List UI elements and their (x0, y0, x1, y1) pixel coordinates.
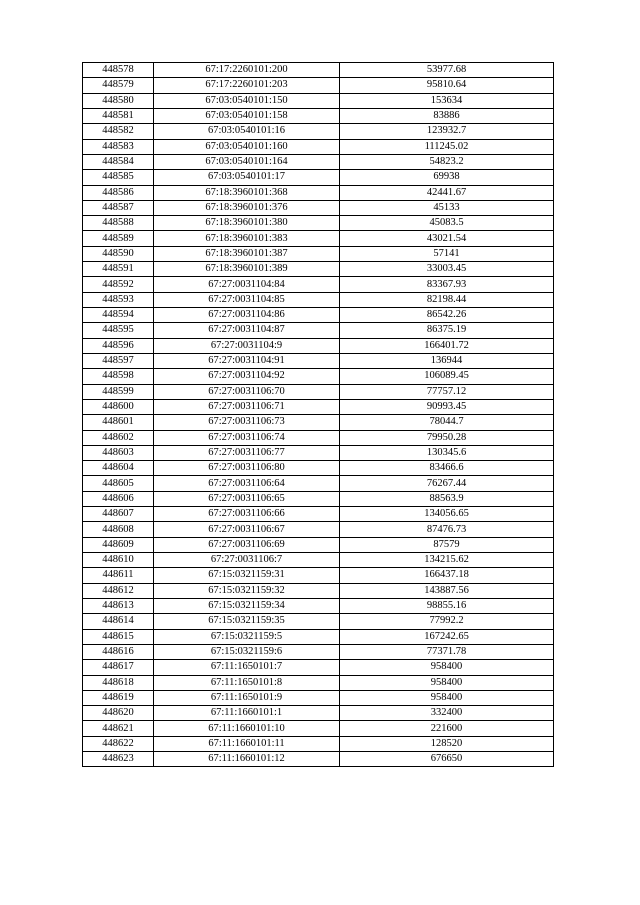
amount-cell: 77371.78 (340, 644, 554, 659)
table-row (83, 139, 554, 154)
cadastral-number-cell: 67:27:0031106:66 (154, 507, 340, 522)
cadastral-number-cell: 67:27:0031106:64 (154, 476, 340, 491)
table-row (83, 736, 554, 751)
data-table (82, 62, 554, 767)
amount-cell: 86375.19 (340, 323, 554, 338)
row-id-cell: 448580 (83, 93, 154, 108)
cadastral-number-cell: 67:27:0031104:91 (154, 353, 340, 368)
cadastral-number-cell: 67:11:1660101:1 (154, 706, 340, 721)
amount-cell: 958400 (340, 690, 554, 705)
amount-cell: 88563.9 (340, 491, 554, 506)
cadastral-number-cell: 67:18:3960101:368 (154, 185, 340, 200)
amount-cell: 86542.26 (340, 308, 554, 323)
table-row (83, 690, 554, 705)
cadastral-number-cell: 67:17:2260101:200 (154, 63, 340, 78)
amount-cell: 136944 (340, 353, 554, 368)
cadastral-number-cell: 67:17:2260101:203 (154, 78, 340, 93)
amount-cell: 90993.45 (340, 399, 554, 414)
row-id-cell: 448603 (83, 445, 154, 460)
table-row (83, 752, 554, 767)
table-row (83, 124, 554, 139)
table-row (83, 369, 554, 384)
table-row (83, 308, 554, 323)
table-row (83, 399, 554, 414)
amount-cell: 57141 (340, 246, 554, 261)
row-id-cell: 448597 (83, 353, 154, 368)
table-row (83, 246, 554, 261)
amount-cell: 98855.16 (340, 598, 554, 613)
row-id-cell: 448583 (83, 139, 154, 154)
row-id-cell: 448592 (83, 277, 154, 292)
amount-cell: 83886 (340, 108, 554, 123)
table-row (83, 675, 554, 690)
cadastral-number-cell: 67:15:0321159:32 (154, 583, 340, 598)
table-row (83, 568, 554, 583)
cadastral-number-cell: 67:27:0031106:7 (154, 553, 340, 568)
cadastral-number-cell: 67:18:3960101:387 (154, 246, 340, 261)
row-id-cell: 448613 (83, 598, 154, 613)
table-row (83, 200, 554, 215)
table-row (83, 614, 554, 629)
cadastral-number-cell: 67:03:0540101:17 (154, 170, 340, 185)
amount-cell: 42441.67 (340, 185, 554, 200)
table-row (83, 216, 554, 231)
amount-cell: 33003.45 (340, 262, 554, 277)
amount-cell: 83466.6 (340, 461, 554, 476)
table-row (83, 262, 554, 277)
amount-cell: 123932.7 (340, 124, 554, 139)
row-id-cell: 448601 (83, 415, 154, 430)
amount-cell: 76267.44 (340, 476, 554, 491)
row-id-cell: 448614 (83, 614, 154, 629)
table-row (83, 491, 554, 506)
row-id-cell: 448617 (83, 660, 154, 675)
row-id-cell: 448581 (83, 108, 154, 123)
amount-cell: 69938 (340, 170, 554, 185)
amount-cell: 221600 (340, 721, 554, 736)
row-id-cell: 448598 (83, 369, 154, 384)
row-id-cell: 448596 (83, 338, 154, 353)
amount-cell: 958400 (340, 660, 554, 675)
cadastral-number-cell: 67:27:0031106:71 (154, 399, 340, 414)
cadastral-number-cell: 67:11:1660101:11 (154, 736, 340, 751)
table-row (83, 721, 554, 736)
table-row (83, 415, 554, 430)
cadastral-number-cell: 67:27:0031106:73 (154, 415, 340, 430)
amount-cell: 130345.6 (340, 445, 554, 460)
table-row (83, 644, 554, 659)
row-id-cell: 448620 (83, 706, 154, 721)
cadastral-number-cell: 67:11:1650101:9 (154, 690, 340, 705)
cadastral-number-cell: 67:27:0031104:85 (154, 292, 340, 307)
row-id-cell: 448586 (83, 185, 154, 200)
amount-cell: 78044.7 (340, 415, 554, 430)
cadastral-number-cell: 67:27:0031106:80 (154, 461, 340, 476)
table-row (83, 476, 554, 491)
table-row (83, 338, 554, 353)
amount-cell: 166401.72 (340, 338, 554, 353)
row-id-cell: 448618 (83, 675, 154, 690)
cadastral-number-cell: 67:15:0321159:34 (154, 598, 340, 613)
amount-cell: 82198.44 (340, 292, 554, 307)
cadastral-number-cell: 67:27:0031104:86 (154, 308, 340, 323)
table-row (83, 553, 554, 568)
cadastral-number-cell: 67:11:1650101:7 (154, 660, 340, 675)
amount-cell: 45083.5 (340, 216, 554, 231)
table-row (83, 522, 554, 537)
table-row (83, 660, 554, 675)
table-row (83, 277, 554, 292)
amount-cell: 53977.68 (340, 63, 554, 78)
cadastral-number-cell: 67:03:0540101:160 (154, 139, 340, 154)
amount-cell: 95810.64 (340, 78, 554, 93)
row-id-cell: 448615 (83, 629, 154, 644)
table-row (83, 629, 554, 644)
table-row (83, 292, 554, 307)
cadastral-number-cell: 67:27:0031104:92 (154, 369, 340, 384)
amount-cell: 167242.65 (340, 629, 554, 644)
table-row (83, 185, 554, 200)
row-id-cell: 448591 (83, 262, 154, 277)
row-id-cell: 448611 (83, 568, 154, 583)
row-id-cell: 448589 (83, 231, 154, 246)
amount-cell: 143887.56 (340, 583, 554, 598)
row-id-cell: 448610 (83, 553, 154, 568)
row-id-cell: 448622 (83, 736, 154, 751)
cadastral-number-cell: 67:15:0321159:6 (154, 644, 340, 659)
table-row (83, 461, 554, 476)
row-id-cell: 448588 (83, 216, 154, 231)
amount-cell: 87579 (340, 537, 554, 552)
row-id-cell: 448585 (83, 170, 154, 185)
amount-cell: 134215.62 (340, 553, 554, 568)
cadastral-number-cell: 67:27:0031106:67 (154, 522, 340, 537)
row-id-cell: 448600 (83, 399, 154, 414)
amount-cell: 128520 (340, 736, 554, 751)
cadastral-number-cell: 67:27:0031106:74 (154, 430, 340, 445)
row-id-cell: 448606 (83, 491, 154, 506)
table-row (83, 706, 554, 721)
amount-cell: 111245.02 (340, 139, 554, 154)
amount-cell: 77757.12 (340, 384, 554, 399)
row-id-cell: 448616 (83, 644, 154, 659)
cadastral-number-cell: 67:18:3960101:380 (154, 216, 340, 231)
cadastral-number-cell: 67:11:1650101:8 (154, 675, 340, 690)
table-row (83, 598, 554, 613)
cadastral-number-cell: 67:15:0321159:35 (154, 614, 340, 629)
amount-cell: 166437.18 (340, 568, 554, 583)
row-id-cell: 448582 (83, 124, 154, 139)
cadastral-number-cell: 67:27:0031106:69 (154, 537, 340, 552)
cadastral-number-cell: 67:18:3960101:383 (154, 231, 340, 246)
cadastral-number-cell: 67:27:0031106:65 (154, 491, 340, 506)
row-id-cell: 448607 (83, 507, 154, 522)
cadastral-number-cell: 67:27:0031106:70 (154, 384, 340, 399)
amount-cell: 77992.2 (340, 614, 554, 629)
table-row (83, 583, 554, 598)
row-id-cell: 448608 (83, 522, 154, 537)
table-row (83, 154, 554, 169)
row-id-cell: 448621 (83, 721, 154, 736)
row-id-cell: 448594 (83, 308, 154, 323)
cadastral-number-cell: 67:03:0540101:150 (154, 93, 340, 108)
row-id-cell: 448619 (83, 690, 154, 705)
table-row (83, 507, 554, 522)
row-id-cell: 448602 (83, 430, 154, 445)
amount-cell: 676650 (340, 752, 554, 767)
cadastral-number-cell: 67:11:1660101:12 (154, 752, 340, 767)
cadastral-number-cell: 67:18:3960101:389 (154, 262, 340, 277)
row-id-cell: 448593 (83, 292, 154, 307)
document-page (82, 62, 553, 767)
cadastral-number-cell: 67:15:0321159:31 (154, 568, 340, 583)
amount-cell: 83367.93 (340, 277, 554, 292)
table-row (83, 537, 554, 552)
table-row (83, 445, 554, 460)
table-row (83, 430, 554, 445)
table-row (83, 170, 554, 185)
amount-cell: 87476.73 (340, 522, 554, 537)
amount-cell: 54823.2 (340, 154, 554, 169)
row-id-cell: 448584 (83, 154, 154, 169)
row-id-cell: 448599 (83, 384, 154, 399)
row-id-cell: 448579 (83, 78, 154, 93)
amount-cell: 45133 (340, 200, 554, 215)
amount-cell: 153634 (340, 93, 554, 108)
table-row (83, 323, 554, 338)
cadastral-number-cell: 67:27:0031104:9 (154, 338, 340, 353)
row-id-cell: 448604 (83, 461, 154, 476)
row-id-cell: 448578 (83, 63, 154, 78)
cadastral-number-cell: 67:03:0540101:16 (154, 124, 340, 139)
cadastral-number-cell: 67:27:0031104:84 (154, 277, 340, 292)
amount-cell: 106089.45 (340, 369, 554, 384)
cadastral-number-cell: 67:27:0031106:77 (154, 445, 340, 460)
table-row (83, 231, 554, 246)
table-row (83, 384, 554, 399)
table-row (83, 353, 554, 368)
amount-cell: 79950.28 (340, 430, 554, 445)
cadastral-number-cell: 67:11:1660101:10 (154, 721, 340, 736)
amount-cell: 332400 (340, 706, 554, 721)
cadastral-number-cell: 67:03:0540101:158 (154, 108, 340, 123)
row-id-cell: 448609 (83, 537, 154, 552)
cadastral-number-cell: 67:18:3960101:376 (154, 200, 340, 215)
cadastral-number-cell: 67:27:0031104:87 (154, 323, 340, 338)
table-row (83, 78, 554, 93)
amount-cell: 43021.54 (340, 231, 554, 246)
row-id-cell: 448587 (83, 200, 154, 215)
row-id-cell: 448612 (83, 583, 154, 598)
row-id-cell: 448605 (83, 476, 154, 491)
table-row (83, 108, 554, 123)
table-body (83, 63, 554, 767)
row-id-cell: 448623 (83, 752, 154, 767)
cadastral-number-cell: 67:15:0321159:5 (154, 629, 340, 644)
row-id-cell: 448590 (83, 246, 154, 261)
table-row (83, 93, 554, 108)
table-row (83, 63, 554, 78)
amount-cell: 134056.65 (340, 507, 554, 522)
cadastral-number-cell: 67:03:0540101:164 (154, 154, 340, 169)
amount-cell: 958400 (340, 675, 554, 690)
row-id-cell: 448595 (83, 323, 154, 338)
